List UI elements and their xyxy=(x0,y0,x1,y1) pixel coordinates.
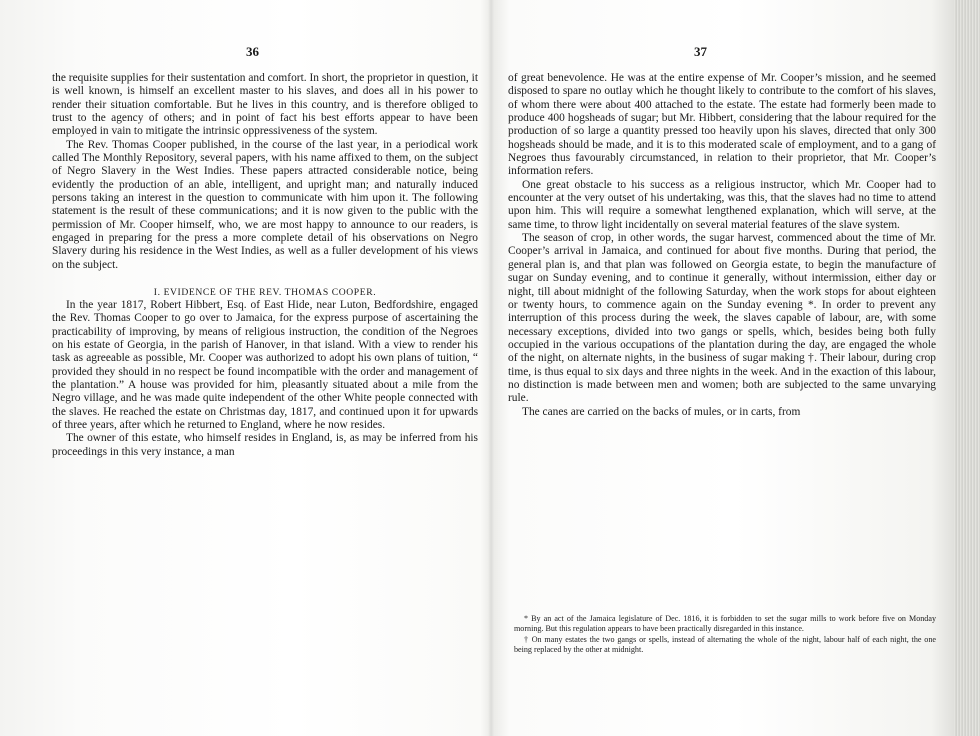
page-number: 36 xyxy=(246,44,259,59)
page-number: 37 xyxy=(694,44,707,59)
footnote: † On many estates the two gangs or spells, instead of alternating the whole of the night, labour half of each night, the one being replaced by the other at midnight. xyxy=(514,634,936,655)
book-gutter xyxy=(488,0,494,736)
section-heading: I. EVIDENCE OF THE REV. THOMAS COOPER. xyxy=(153,286,377,298)
footnote: * By an act of the Jamaica legislature of Dec. 1816, it is forbidden to set the sugar mills to work before five on Monday morning. But this regulation appears to have been practically disregarded in this instance. xyxy=(514,614,936,634)
left-page xyxy=(40,0,480,736)
paragraph: The canes are carried on the backs of mules, or in carts, from xyxy=(522,405,801,418)
paragraph: The season of crop, in other words, the sugar harvest, commenced about the time of Mr. Cooper’s arrival in Jamaica, and continued for about five months. During that period, the general plan is, and that plan was followed on Georgia estate, to begin the manufacture of sugar on Sunday evening, and to continue it generally, without intermission, either day or night, till about midnight of the following Saturday, when the work stops for about eighteen or twenty hours, to commence again on the Sunday evening *. In order to prevent any interruption of this process during the week, the slaves capable of labour, are, with some necessary exceptions, divided into two gangs or spells, which, besides being both fully occupied in the various occupations of the plantation during the day, are engaged the whole of the night, on alternate nights, in the business of sugar making †. Their labour, during crop time, is thus equal to six days and three nights in the week. And in the exaction of this labour, no distinction is made between men and women; both are subjected to the same unvarying rule. xyxy=(508,232,936,405)
paragraph: the requisite supplies for their sustentation and comfort. In short, the proprietor in question, it is well known, is himself an excellent master to his slaves, and does all in his power to render their situation comfortable. But he lives in this country, and is therefore obliged to trust to the agency of others; and in point of fact his best efforts appear to have been employed in vain to mitigate the intrinsic oppressiveness of the system. xyxy=(52,72,478,138)
paragraph: of great benevolence. He was at the entire expense of Mr. Cooper’s mission, and he seemed disposed to spare no outlay which he thought likely to contribute to the comfort of his slaves, of whom there were about 400 attached to the estate. The estate had formerly been made to produce 400 hogsheads of sugar; but Mr. Hibbert, considering that the labour required for the production of so large a quantity pressed too heavily upon his slaves, directed that only 300 hogsheads should be made, and it is to this moderated scale of employment, and to a gang of Negroes thus favourably circumstanced, in relation to their proprietor, that Mr. Cooper’s information refers. xyxy=(508,72,936,178)
footnotes xyxy=(514,614,936,656)
right-page xyxy=(506,0,942,736)
paragraph: The owner of this estate, who himself resides in England, is, as may be inferred from his proceedings in this very instance, a man xyxy=(52,432,478,458)
paragraph: In the year 1817, Robert Hibbert, Esq. of East Hide, near Luton, Bedfordshire, engaged the Rev. Thomas Cooper to go over to Jamaica, for the express purpose of ascertaining the practicability of improving, by means of religious instruction, the condition of the Negroes on his estate of Georgia, in the parish of Hanover, in that island. With a view to render his task as agreeable as possible, Mr. Cooper was authorized to adopt his own plans of tuition, “ provided they should in no respect be found incompatible with the order and management of the plantation.” A house was provided for him, pleasantly situated about a mile from the Negro village, and he was made quite independent of the other White people connected with the slaves. He reached the estate on Christmas day, 1817, and continued upon it for upwards of three years, after which he returned to England, where he now resides. xyxy=(52,298,478,431)
page-edge xyxy=(954,0,980,736)
paragraph: The Rev. Thomas Cooper published, in the course of the last year, in a periodical work called The Monthly Repository, several papers, with his name affixed to them, on the subject of Negro Slavery in the West Indies. These papers attracted considerable notice, being evidently the production of an able, intelligent, and upright man; and naturally induced persons taking an interest in the question to communicate with him upon it. The following statement is the result of these communications; and it is now given to the public with the permission of Mr. Cooper himself, who, we are most happy to announce to our readers, is engaged in preparing for the press a more complete detail of his observations on Negro Slavery during his residence in the West Indies, as well as a fuller development of his views on the subject. xyxy=(52,138,478,271)
paragraph: One great obstacle to his success as a religious instructor, which Mr. Cooper had to encounter at the very outset of his undertaking, was this, that the slaves had no time to attend upon him. This will require a somewhat lengthened explanation, which will serve, at the same time, to throw light incidentally on several material features of the slave system. xyxy=(508,178,936,231)
right-page-text xyxy=(508,72,936,419)
left-page-text xyxy=(52,72,478,459)
